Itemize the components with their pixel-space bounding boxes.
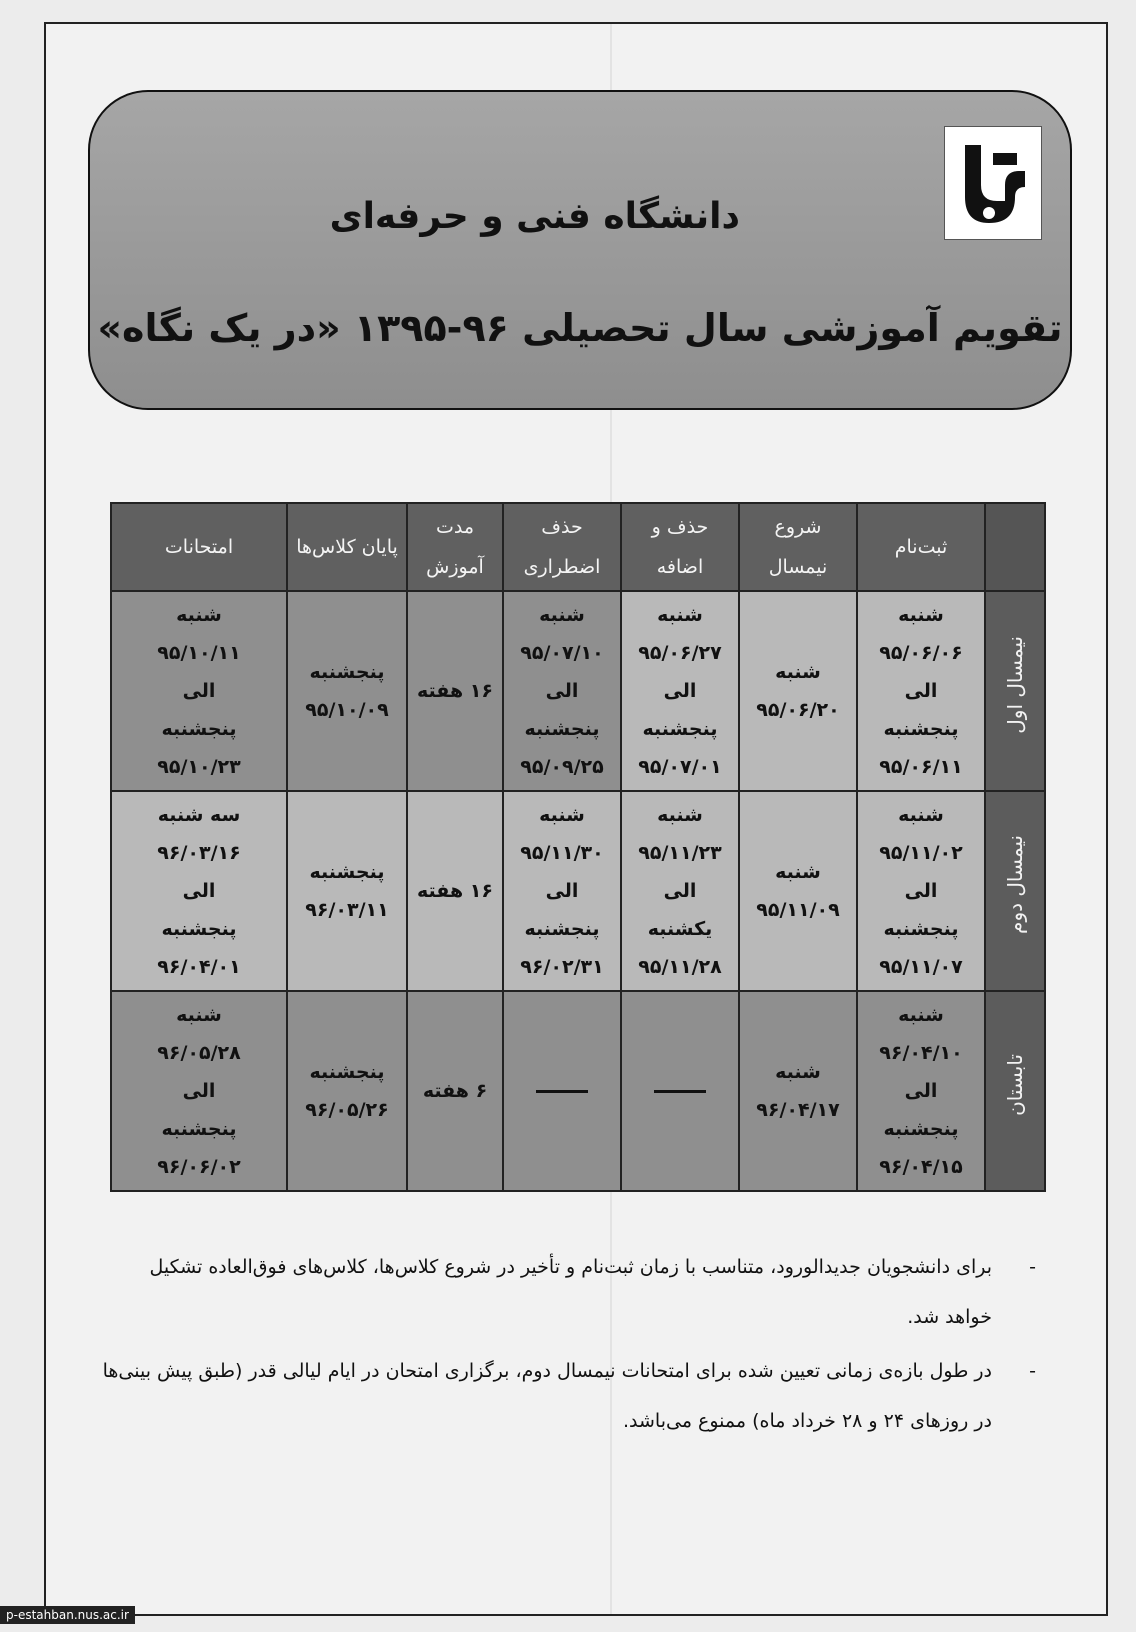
- duration-cell: ۶ هفته: [407, 991, 503, 1191]
- calendar-title: تقویم آموزشی سال تحصیلی ۹۶-۱۳۹۵ «در یک نگاه»: [97, 306, 1063, 350]
- registration-cell: شنبه ۹۶/۰۴/۱۰ الی پنجشنبه ۹۶/۰۴/۱۵: [857, 991, 985, 1191]
- university-logo: [944, 126, 1042, 240]
- col-header-duration: مدت آموزش: [407, 503, 503, 591]
- col-header-registration: ثبت‌نام: [857, 503, 985, 591]
- dash-mark: [536, 1090, 588, 1093]
- semester-start-cell: شنبه ۹۵/۰۶/۲۰: [739, 591, 857, 791]
- classes-end-cell: پنجشنبه ۹۵/۱۰/۰۹: [287, 591, 407, 791]
- exams-cell: سه شنبه ۹۶/۰۳/۱۶ الی پنجشنبه ۹۶/۰۴/۰۱: [111, 791, 287, 991]
- col-header-semester-start: شروع نیمسال: [739, 503, 857, 591]
- add-drop-cell: شنبه ۹۵/۱۱/۲۳ الی یکشنبه ۹۵/۱۱/۲۸: [621, 791, 739, 991]
- row-label: نیمسال دوم: [985, 791, 1045, 991]
- col-header-exams: امتحانات: [111, 503, 287, 591]
- header-panel: [88, 90, 1072, 410]
- add-drop-cell: [621, 991, 739, 1191]
- table-row: [111, 791, 1045, 991]
- logo-mark-icon: [945, 127, 1041, 239]
- add-drop-cell: شنبه ۹۵/۰۶/۲۷ الی پنجشنبه ۹۵/۰۷/۰۱: [621, 591, 739, 791]
- col-header-add-drop: حذف و اضافه: [621, 503, 739, 591]
- exams-cell: شنبه ۹۵/۱۰/۱۱ الی پنجشنبه ۹۵/۱۰/۲۳: [111, 591, 287, 791]
- table-row: [111, 591, 1045, 791]
- row-label: نیمسال اول: [985, 591, 1045, 791]
- emergency-drop-cell: شنبه ۹۵/۱۱/۳۰ الی پنجشنبه ۹۶/۰۲/۳۱: [503, 791, 621, 991]
- col-header-emergency-drop: حذف اضطراری: [503, 503, 621, 591]
- table-row: [111, 991, 1045, 1191]
- col-header-classes-end: پایان کلاس‌ها: [287, 503, 407, 591]
- note-item: - برای دانشجویان جدیدالورود، متناسب با زمان ثبت‌نام و تأخیر در شروع کلاس‌ها، کلاس‌های فوق‌العاده تشکیل خواهد شد.: [100, 1242, 1044, 1342]
- classes-end-cell: پنجشنبه ۹۶/۰۳/۱۱: [287, 791, 407, 991]
- registration-cell: شنبه ۹۵/۰۶/۰۶ الی پنجشنبه ۹۵/۰۶/۱۱: [857, 591, 985, 791]
- classes-end-cell: پنجشنبه ۹۶/۰۵/۲۶: [287, 991, 407, 1191]
- duration-cell: ۱۶ هفته: [407, 591, 503, 791]
- note-item: - در طول بازه‌ی زمانی تعیین شده برای امتحانات نیمسال دوم، برگزاری امتحان در ایام لیالی قدر (طبق پیش بینی‌ها در روزهای ۲۴ و ۲۸ خرداد ماه) ممنوع می‌باشد.: [100, 1346, 1044, 1446]
- exams-cell: شنبه ۹۶/۰۵/۲۸ الی پنجشنبه ۹۶/۰۶/۰۲: [111, 991, 287, 1191]
- semester-start-cell: شنبه ۹۵/۱۱/۰۹: [739, 791, 857, 991]
- dash-mark: [654, 1090, 706, 1093]
- academic-calendar-table: [110, 502, 1046, 1192]
- semester-start-cell: شنبه ۹۶/۰۴/۱۷: [739, 991, 857, 1191]
- document-page: [44, 22, 1108, 1616]
- corner-cell: [985, 503, 1045, 591]
- university-name: دانشگاه فنی و حرفه‌ای: [329, 196, 740, 237]
- registration-cell: شنبه ۹۵/۱۱/۰۲ الی پنجشنبه ۹۵/۱۱/۰۷: [857, 791, 985, 991]
- site-watermark: p-estahban.nus.ac.ir: [0, 1606, 135, 1624]
- emergency-drop-cell: [503, 991, 621, 1191]
- duration-cell: ۱۶ هفته: [407, 791, 503, 991]
- emergency-drop-cell: شنبه ۹۵/۰۷/۱۰ الی پنجشنبه ۹۵/۰۹/۲۵: [503, 591, 621, 791]
- table-header-row: [111, 503, 1045, 591]
- notes-list: [100, 1242, 1044, 1450]
- row-label: تابستان: [985, 991, 1045, 1191]
